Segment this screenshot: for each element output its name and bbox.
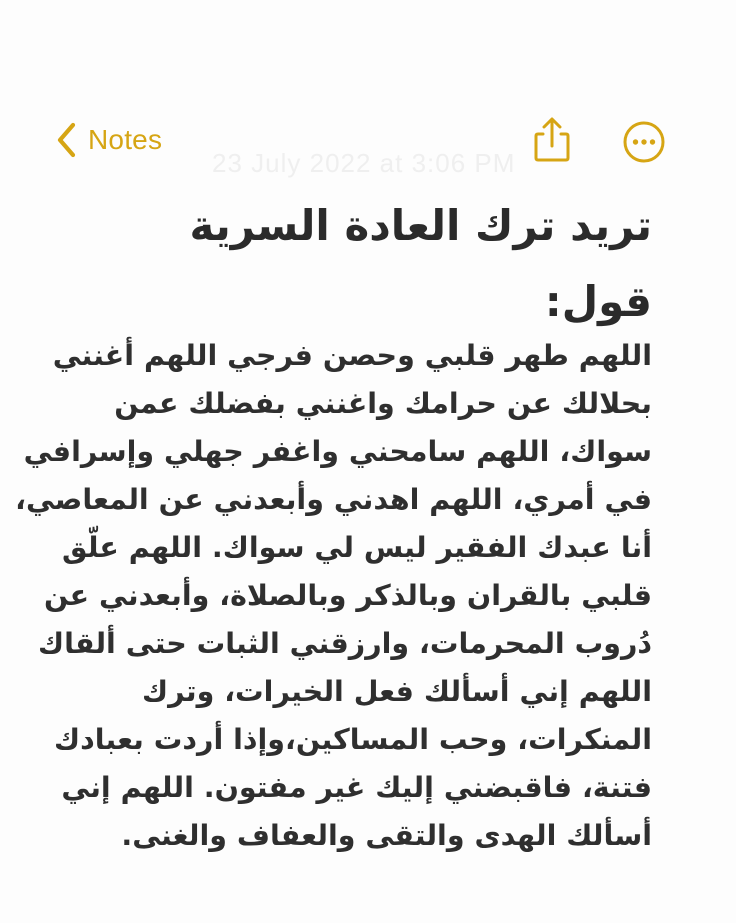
note-body-line: اللهم إني أسألك فعل الخيرات، وترك bbox=[142, 675, 652, 708]
note-body-line: في أمري، اللهم اهدني وأبعدني عن المعاصي، bbox=[15, 483, 652, 516]
note-body-line: فتنة، فاقبضني إليك غير مفتون. اللهم إني bbox=[61, 771, 652, 804]
note-body[interactable] bbox=[15, 332, 652, 860]
note-body-line: المنكرات، وحب المساكين،وإذا أردت بعبادك bbox=[53, 723, 652, 756]
note-body-line: أنا عبدك الفقير ليس لي سواك. اللهم علّق bbox=[62, 531, 652, 564]
back-button[interactable] bbox=[56, 120, 162, 160]
note-title[interactable] bbox=[92, 188, 652, 340]
more-button[interactable] bbox=[622, 120, 666, 164]
note-body-line: اللهم طهر قلبي وحصن فرجي اللهم أغنني bbox=[52, 339, 652, 372]
note-body-line: قلبي بالقران وبالذكر وبالصلاة، وأبعدني عن bbox=[44, 579, 652, 612]
ellipsis-circle-icon bbox=[622, 151, 666, 168]
back-button-label: Notes bbox=[88, 124, 163, 155]
share-icon bbox=[528, 151, 576, 168]
share-button[interactable] bbox=[528, 116, 576, 164]
note-title-line: قول: bbox=[544, 277, 652, 326]
note-title-line: تريد ترك العادة السرية bbox=[189, 201, 652, 250]
note-body-line: سواك، اللهم سامحني واغفر جهلي وإسرافي bbox=[23, 435, 652, 468]
note-body-line: أسألك الهدى والتقى والعفاف والغنى. bbox=[121, 819, 652, 852]
chevron-left-icon bbox=[56, 122, 78, 158]
note-body-line: بحلالك عن حرامك واغنني بفضلك عمن bbox=[114, 387, 652, 420]
note-body-line: دُروب المحرمات، وارزقني الثبات حتى ألقاك bbox=[38, 627, 652, 660]
navigation-bar bbox=[0, 112, 736, 178]
note-date: 23 July 2022 at 3:06 PM bbox=[212, 148, 516, 178]
